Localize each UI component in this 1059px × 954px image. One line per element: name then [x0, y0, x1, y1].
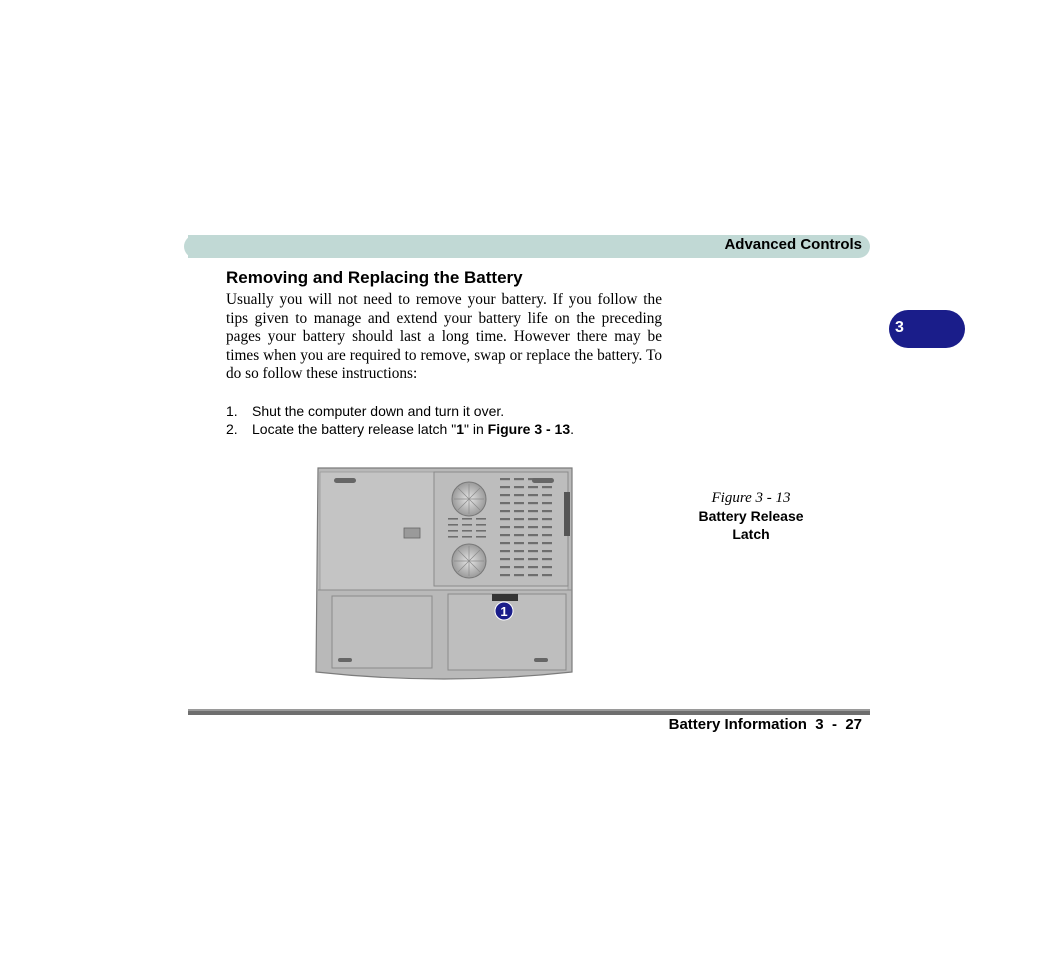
page-footer: Battery Information 3 - 27: [668, 716, 862, 733]
step-number: 1.: [226, 403, 238, 419]
instruction-list: [226, 403, 686, 438]
chapter-tab: [889, 310, 965, 348]
footer-rule: [188, 709, 870, 715]
chapter-header-title: Advanced Controls: [724, 236, 862, 253]
list-item: [226, 403, 686, 421]
step-text: Shut the computer down and turn it over.: [252, 403, 505, 419]
step-callout-ref: 1: [456, 420, 464, 437]
list-item: [226, 421, 686, 439]
figure-title-line1: Battery Release: [698, 508, 804, 524]
step-number: 2.: [226, 420, 238, 437]
chapter-number: 3: [895, 319, 904, 336]
step-text-mid: " in: [464, 420, 488, 437]
step-text-pre: Locate the battery release latch ": [252, 420, 457, 437]
figure-caption: [686, 489, 816, 543]
callout-number: 1: [500, 604, 508, 619]
step-text-post: .: [570, 420, 575, 437]
figure-number: Figure 3 - 13: [711, 490, 791, 506]
chapter-header-band: [188, 235, 870, 258]
laptop-underside-illustration: [314, 464, 574, 684]
step-figure-ref: Figure 3 - 13: [487, 420, 571, 437]
section-title: Removing and Replacing the Battery: [226, 268, 523, 287]
intro-paragraph: Usually you will not need to remove your battery. If you follow the tips given to manage and extend your battery life on the preceding pages your battery should last a long time. However there may be times when you are required to remove, swap or replace the battery. To do so follow these instructions:: [226, 291, 662, 383]
figure-title-line2: Latch: [732, 526, 770, 542]
